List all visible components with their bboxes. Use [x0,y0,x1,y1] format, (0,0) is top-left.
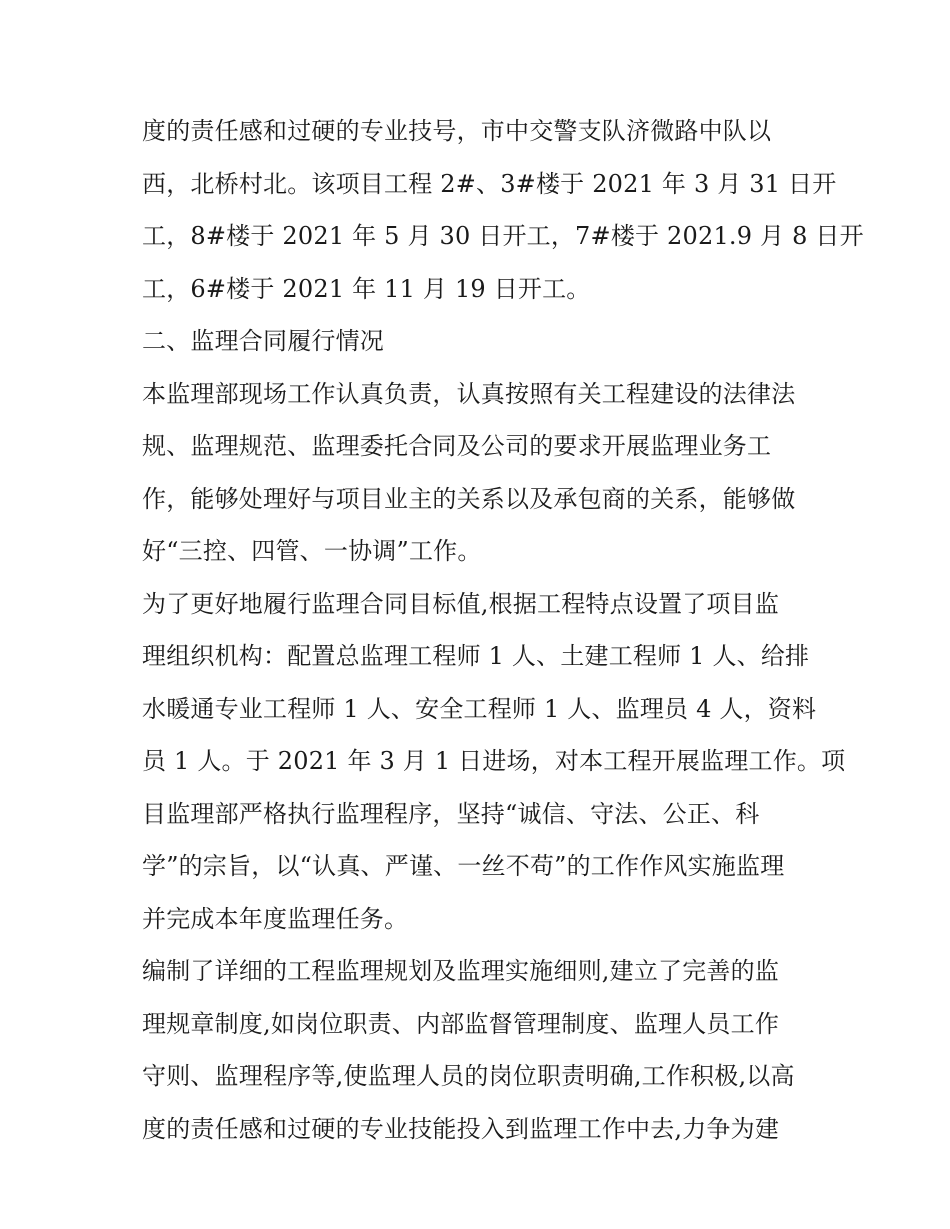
document-body [142,105,864,1155]
text-line: 度的责任感和过硬的专业技能投入到监理工作中去,力争为建 [142,1114,780,1143]
section-heading: 二、监理合同履行情况 [142,327,384,355]
text-line: 好“三控、四管、一协调”工作。 [142,537,482,565]
text-line: 学”的宗旨，以“认真、严谨、一丝不苟”的工作作风实施监理 [142,852,785,880]
text-line: 为了更好地履行监理合同目标值,根据工程特点设置了项目监 [142,589,780,618]
text-line: 水暖通专业工程师 1 人、安全工程师 1 人、监理员 4 人，资料 [142,694,817,723]
text-line: 作，能够处理好与项目业主的关系以及承包商的关系，能够做 [142,484,796,513]
text-line: 目监理部严格执行监理程序，坚持“诚信、守法、公正、科 [142,799,760,828]
text-line: 员 1 人。于 2021 年 3 月 1 日进场，对本工程开展监理工作。项 [142,747,846,775]
text-line: 本监理部现场工作认真负责，认真按照有关工程建设的法律法 [142,379,796,408]
text-line: 守则、监理程序等,使监理人员的岗位职责明确,工作积极,以高 [142,1062,795,1090]
text-line: 工，8#楼于 2021 年 5 月 30 日开工，7#楼于 2021.9 月 8 日开 [142,222,864,250]
text-line: 理规章制度,如岗位职责、内部监督管理制度、监理人员工作 [142,1009,780,1038]
text-line: 西，北桥村北。该项目工程 2#、3#楼于 2021 年 3 月 31 日开 [142,169,837,198]
text-line: 编制了详细的工程监理规划及监理实施细则,建立了完善的监 [142,957,780,985]
text-line: 工，6#楼于 2021 年 11 月 19 日开工。 [142,274,591,303]
text-line: 规、监理规范、监理委托合同及公司的要求开展监理业务工 [142,432,772,460]
text-line: 并完成本年度监理任务。 [142,904,409,933]
text-line: 度的责任感和过硬的专业技号，市中交警支队济微路中队以 [142,117,772,145]
text-line: 理组织机构：配置总监理工程师 1 人、土建工程师 1 人、给排 [142,642,810,670]
